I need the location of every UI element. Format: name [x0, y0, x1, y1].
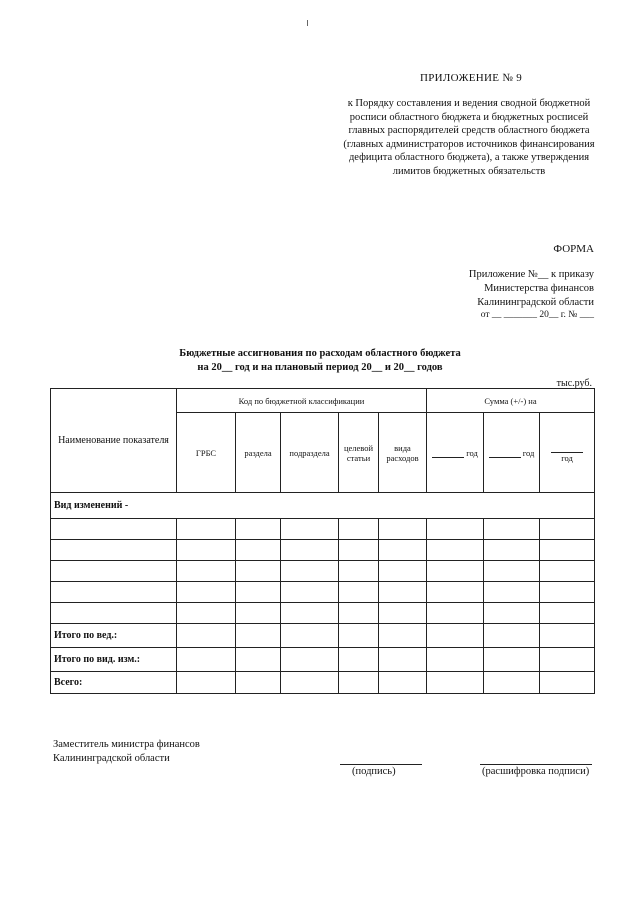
itogo-vid-row [51, 648, 595, 672]
document-title-line1: Бюджетные ассигнования по расходам областного бюджета [179, 348, 461, 359]
appendix-text: к Порядку составления и ведения сводной бюджетной росписи областного бюджета и бюджетных росписей главных распорядителей средств областного бюджета (главных администраторов источников финансирования дефицита областного бюджета), а также утверждения лимитов бюджетных обязательств [343, 98, 595, 177]
table-row [51, 540, 595, 561]
vsego-row [51, 672, 595, 694]
prikaz-line2: Министерства финансов [484, 282, 594, 294]
itogo-vid-label: Итого по вид. изм.: [51, 648, 177, 672]
rasshifrovka-label: (расшифровка подписи) [482, 766, 590, 777]
podpis-line [340, 764, 422, 765]
col-razdel: раздела [236, 413, 281, 493]
table-row [51, 561, 595, 582]
col-year-1: год [427, 413, 484, 493]
table-row [51, 603, 595, 624]
document-title [150, 347, 490, 375]
prikaz-line4: от __ _______ 20__ г. № ___ [480, 310, 594, 321]
vid-izmeneniy-row: Вид изменений - [51, 493, 595, 519]
col-year-3: год [540, 413, 595, 493]
itogo-ved-row [51, 624, 595, 648]
forma-label: ФОРМА [553, 243, 594, 255]
name-header: Наименование показателя [51, 389, 177, 493]
signature-line2: Калининградской области [53, 753, 170, 764]
budget-table [50, 388, 595, 694]
vsego-label: Всего: [51, 672, 177, 694]
sum-header: Сумма (+/-) на [427, 389, 595, 413]
col-grbs: ГРБС [177, 413, 236, 493]
code-header: Код по бюджетной классификации [177, 389, 427, 413]
podpis-label: (подпись) [352, 766, 396, 777]
prikaz-line3: Калининградской области [477, 296, 594, 308]
itogo-ved-label: Итого по вед.: [51, 624, 177, 648]
scan-mark [307, 20, 308, 26]
col-podrazdel: подраздела [281, 413, 339, 493]
col-celevaya: целевой статьи [339, 413, 379, 493]
signature-block [53, 738, 200, 766]
rasshifrovka-line [480, 764, 592, 765]
prikaz-block [394, 268, 594, 323]
col-vid-rashodov: вида расходов [379, 413, 427, 493]
unit-label: тыс.руб. [556, 378, 592, 389]
table-row [51, 519, 595, 540]
col-year-2: год [484, 413, 540, 493]
table-row [51, 582, 595, 603]
prikaz-line1: Приложение №__ к приказу [468, 269, 594, 280]
appendix-title: ПРИЛОЖЕНИЕ № 9 [420, 72, 523, 84]
signature-line1: Заместитель министра финансов [53, 739, 200, 750]
document-title-line2: на 20__ год и на плановый период 20__ и 20__ годов [197, 362, 443, 373]
